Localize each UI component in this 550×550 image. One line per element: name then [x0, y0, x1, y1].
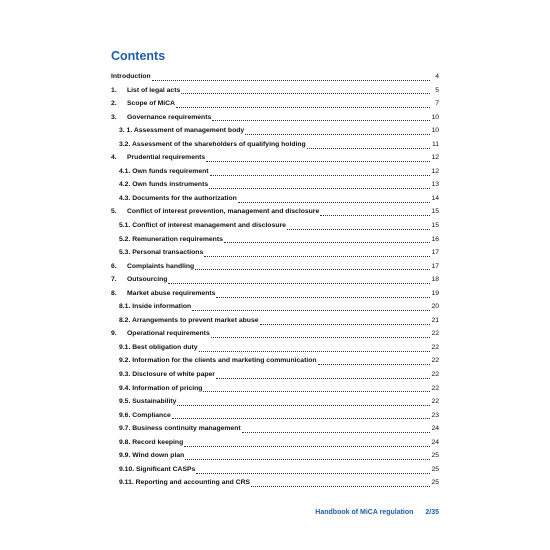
toc-entry-label: 4.1. Own funds requirement [119, 167, 209, 175]
toc-entry-page: 24 [431, 425, 439, 433]
toc-entry[interactable] [0, 138, 550, 152]
toc-entry-page: 20 [431, 303, 439, 311]
toc-dot-leader [195, 268, 430, 270]
toc-entry-line [119, 219, 439, 233]
toc-entry[interactable] [0, 192, 550, 206]
toc-dot-leader [204, 255, 430, 257]
toc-entry-line [119, 449, 439, 463]
toc-entry-label: Conflict of interest prevention, management and disclosure [127, 208, 320, 216]
toc-entry-label: 4.3. Documents for the authorization [119, 194, 237, 202]
toc-dot-leader [203, 390, 430, 392]
toc-entry-line [119, 246, 439, 260]
toc-entry-label: 9.1. Best obligation duty [119, 343, 198, 351]
toc-dot-leader [320, 214, 430, 216]
toc-entry-page: 15 [431, 222, 439, 230]
toc-entry[interactable] [0, 476, 550, 490]
toc-entry-line [119, 300, 439, 314]
toc-entry-page: 25 [431, 465, 439, 473]
toc-dot-leader [212, 119, 430, 121]
toc-entry-page: 25 [431, 479, 439, 487]
toc-title: Contents [111, 49, 166, 63]
toc-entry-page: 25 [431, 452, 439, 460]
toc-entry-line [111, 70, 439, 84]
toc-dot-leader [192, 309, 430, 311]
toc-entry-label: 3.2. Assessment of the shareholders of qualifying holding [119, 140, 306, 148]
toc-dot-leader [251, 485, 430, 487]
toc-entry-number: 4. [111, 154, 117, 162]
toc-entry[interactable] [0, 314, 550, 328]
toc-entry-line [119, 354, 439, 368]
toc-entry[interactable] [0, 449, 550, 463]
toc-entry-page: 12 [431, 154, 439, 162]
toc-entry-label: 9.3. Disclosure of white paper [119, 371, 215, 379]
toc-entry-label: Complaints handling [127, 262, 195, 270]
toc-entry-line [111, 84, 439, 98]
toc-entry-page: 4 [435, 73, 439, 80]
toc-dot-leader [216, 296, 430, 298]
toc-entry[interactable] [0, 205, 550, 219]
toc-entry-label: Introduction [111, 73, 151, 80]
toc-entry-line [111, 111, 439, 125]
toc-entry[interactable] [0, 165, 550, 179]
toc-entry-line [119, 138, 439, 152]
toc-entry[interactable] [0, 219, 550, 233]
toc-dot-leader [184, 445, 430, 447]
footer-handbook-title: Handbook of MiCA regulation [315, 509, 414, 516]
toc-entry-line [119, 395, 439, 409]
toc-dot-leader [199, 350, 430, 352]
toc-entry-page: 10 [431, 113, 439, 121]
toc-dot-leader [242, 431, 430, 433]
toc-entry-page: 11 [431, 140, 439, 148]
toc-entry[interactable] [0, 395, 550, 409]
toc-entry-line [119, 368, 439, 382]
toc-entry-label: 9.5. Sustainability [119, 398, 177, 406]
toc-entry-page: 7 [435, 100, 439, 108]
toc-entry[interactable] [0, 300, 550, 314]
toc-entry-line [119, 341, 439, 355]
toc-entry-label: 9.6. Compliance [119, 411, 171, 419]
toc-entry-label: 9.10. Significant CASPs [119, 465, 196, 473]
toc-dot-leader [206, 160, 430, 162]
toc-entry-page: 10 [431, 127, 439, 135]
toc-entry-page: 12 [431, 167, 439, 175]
toc-entry[interactable] [0, 233, 550, 247]
toc-entry-label: Governance requirements [127, 113, 212, 121]
toc-entry-line [111, 327, 439, 341]
toc-dot-leader [211, 336, 430, 338]
toc-entry-line [119, 463, 439, 477]
toc-entry[interactable] [0, 341, 550, 355]
toc-entry[interactable] [0, 354, 550, 368]
toc-dot-leader [245, 133, 430, 135]
toc-entry[interactable] [0, 382, 550, 396]
toc-dot-leader [185, 458, 430, 460]
toc-dot-leader [238, 201, 430, 203]
toc-entry-label: 8.2. Arrangements to prevent market abuse [119, 316, 259, 324]
toc-entry[interactable] [0, 368, 550, 382]
toc-dot-leader [172, 417, 430, 419]
toc-entry-line [111, 287, 439, 301]
toc-dot-leader [196, 472, 430, 474]
toc-entry-label: List of legal acts [127, 86, 181, 94]
toc-entry-label: 9.9. Wind down plan [119, 452, 185, 460]
toc-dot-leader [181, 92, 430, 94]
toc-entry-page: 5 [435, 86, 439, 94]
toc-entry[interactable] [0, 273, 550, 287]
toc-entry-line [119, 314, 439, 328]
toc-entry-page: 16 [431, 235, 439, 243]
toc-entry-number: 8. [111, 289, 117, 297]
toc-entry-line [111, 273, 439, 287]
toc-entry[interactable] [0, 327, 550, 341]
toc-entry-label: 9.8. Record keeping [119, 438, 184, 446]
toc-entry[interactable] [0, 124, 550, 138]
toc-entry-page: 18 [431, 276, 439, 284]
page-footer [315, 508, 439, 518]
toc-entry-line [119, 178, 439, 192]
toc-entry-line [119, 382, 439, 396]
toc-entry-label: Prudential requirements [127, 154, 206, 162]
toc-dot-leader [176, 106, 430, 108]
toc-dot-leader [210, 174, 430, 176]
toc-entry-line [119, 422, 439, 436]
toc-dot-leader [168, 282, 430, 284]
toc-entry-label: 9.4. Information of pricing [119, 384, 203, 392]
toc-dot-leader [152, 79, 430, 81]
toc-entry-label: 3. 1. Assessment of management body [119, 127, 245, 135]
toc-entry-line [111, 151, 439, 165]
toc-entry-number: 7. [111, 276, 117, 284]
toc-entry[interactable] [0, 422, 550, 436]
toc-entry-page: 17 [431, 262, 439, 270]
toc-entry-line [119, 476, 439, 490]
toc-entry-label: 9.7. Business continuity management [119, 425, 241, 433]
toc-entry-line [119, 192, 439, 206]
toc-entry-page: 21 [431, 316, 439, 324]
toc-entry-line [111, 260, 439, 274]
toc-entry-label: 5.3. Personal transactions [119, 249, 204, 257]
toc-entry-page: 22 [431, 343, 439, 351]
toc-entry-line [119, 124, 439, 138]
toc-entry[interactable] [0, 463, 550, 477]
toc-entry[interactable] [0, 178, 550, 192]
toc-entry-line [119, 409, 439, 423]
toc-entry[interactable] [0, 97, 550, 111]
toc-entry-page: 22 [431, 398, 439, 406]
toc-entry-page: 19 [431, 289, 439, 297]
toc-entry-line [111, 205, 439, 219]
toc-dot-leader [287, 228, 430, 230]
toc-entry[interactable] [0, 246, 550, 260]
toc-entry[interactable] [0, 70, 550, 84]
toc-dot-leader [224, 241, 430, 243]
toc-entry-line [111, 97, 439, 111]
toc-entry[interactable] [0, 287, 550, 301]
toc-entry-number: 9. [111, 330, 117, 338]
toc-entry-page: 24 [431, 438, 439, 446]
toc-entry-label: Operational requirements [127, 330, 210, 338]
toc-entry-page: 22 [431, 384, 439, 392]
toc-entry-page: 22 [431, 330, 439, 338]
toc-dot-leader [216, 377, 430, 379]
toc-entry-label: 4.2. Own funds instruments [119, 181, 209, 189]
toc-entry-number: 3. [111, 113, 117, 121]
toc-entry-page: 23 [431, 411, 439, 419]
toc-entry-page: 17 [431, 249, 439, 257]
toc-entry-page: 22 [431, 357, 439, 365]
toc-entry-label: Scope of MiCA [127, 100, 175, 108]
toc-entry[interactable] [0, 111, 550, 125]
toc-entry-number: 2. [111, 100, 117, 108]
toc-entry-number: 5. [111, 208, 117, 216]
toc-entry-label: 8.1. Inside information [119, 303, 192, 311]
toc-entry-label: 5.1. Conflict of interest management and disclosure [119, 222, 286, 230]
toc-entry[interactable] [0, 260, 550, 274]
toc-entry-label: 9.11. Reporting and accounting and CRS [119, 479, 251, 487]
toc-entry-page: 13 [431, 181, 439, 189]
toc-entry[interactable] [0, 409, 550, 423]
toc-entry-number: 6. [111, 262, 117, 270]
toc-entry-number: 1. [111, 86, 117, 94]
toc-dot-leader [260, 323, 430, 325]
toc-entry-page: 15 [431, 208, 439, 216]
toc-entry[interactable] [0, 436, 550, 450]
toc-dot-leader [177, 404, 430, 406]
toc-entry-label: 9.2. Information for the clients and marketing communication [119, 357, 317, 365]
toc-entry-line [119, 233, 439, 247]
toc-list [0, 70, 550, 490]
toc-entry-line [119, 436, 439, 450]
toc-entry-label: Outsourcing [127, 276, 168, 284]
toc-dot-leader [318, 363, 430, 365]
footer-page-number: 2/35 [425, 509, 439, 516]
toc-entry[interactable] [0, 84, 550, 98]
toc-entry[interactable] [0, 151, 550, 165]
toc-dot-leader [209, 187, 430, 189]
toc-entry-label: 5.2. Remuneration requirements [119, 235, 223, 243]
toc-dot-leader [307, 147, 430, 149]
toc-entry-line [119, 165, 439, 179]
toc-entry-label: Market abuse requirements [127, 289, 216, 297]
toc-entry-page: 14 [431, 194, 439, 202]
toc-entry-page: 22 [431, 371, 439, 379]
